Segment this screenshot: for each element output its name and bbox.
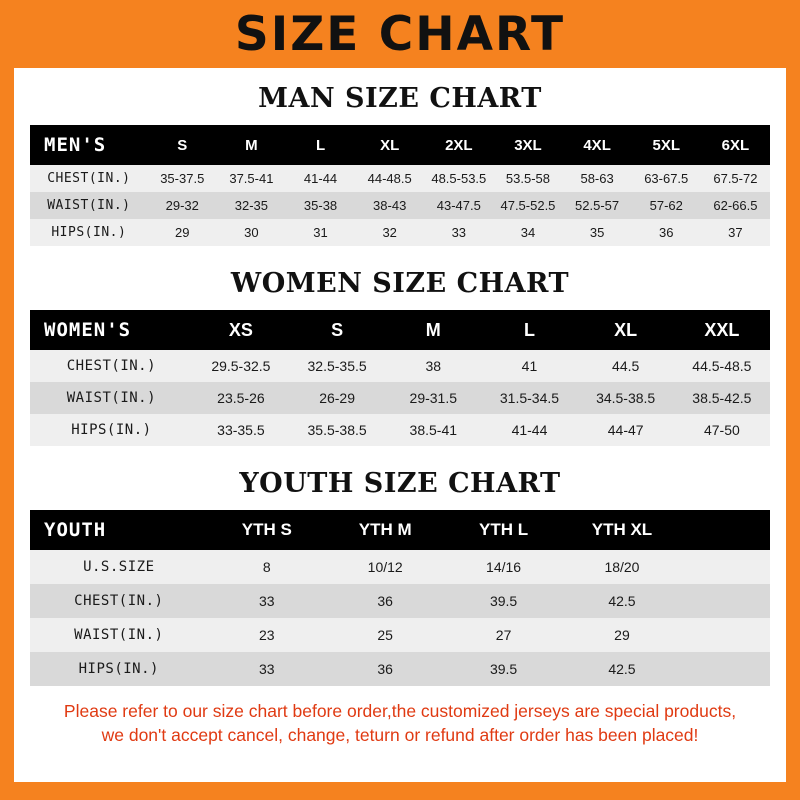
cell: 44.5-48.5 [692,358,752,374]
row-label: CHEST(IN.) [47,171,131,186]
cell: 53.5-58 [505,171,550,186]
col-header-men: MEN'S [30,125,148,165]
cell: 32 [382,225,397,240]
cell: 25 [377,627,393,643]
women-section-title: WOMEN SIZE CHART [230,268,570,299]
table-row [30,584,770,618]
row-label: CHEST(IN.) [66,358,157,374]
cell: 29-32 [165,198,199,213]
col-header-5xl: 5XL [632,125,701,165]
col-header-womens: WOMEN'S [30,310,193,350]
cell: 41 [521,358,538,374]
table-row [30,165,770,192]
table-row [30,550,770,584]
col-header-s: S [289,310,385,350]
cell: 18/20 [604,559,640,575]
table-row [30,618,770,652]
cell: 42.5 [608,593,636,609]
cell: 33-35.5 [217,422,265,438]
row-label: CHEST(IN.) [74,593,164,609]
content-area [14,68,786,782]
col-header-s: S [148,125,217,165]
cell: 38-43 [373,198,407,213]
cell: 44.5 [612,358,640,374]
col-header-4xl: 4XL [563,125,632,165]
row-label: WAIST(IN.) [66,390,157,406]
col-header-m: M [385,310,481,350]
cell: 38.5-41 [409,422,458,438]
table-row [30,192,770,219]
table-row [30,652,770,686]
cell: 35 [589,225,605,240]
cell: 57-62 [649,198,683,213]
col-header-xl: XL [355,125,424,165]
cell: 36 [659,225,674,240]
women-size-table [30,310,770,446]
cell-spacer [681,550,770,584]
col-header-6xl: 6XL [701,125,770,165]
man-section-title: MAN SIZE CHART [258,83,542,114]
cell: 38.5-42.5 [692,390,752,406]
cell: 47.5-52.5 [500,198,556,213]
cell: 38 [425,358,442,374]
row-label: HIPS(IN.) [51,225,127,240]
cell: 44-48.5 [367,171,412,186]
cell: 30 [244,225,259,240]
table-header-row [30,510,770,550]
cell: 33 [259,661,275,677]
cell: 62-66.5 [713,198,758,213]
cell: 35.5-38.5 [307,422,367,438]
col-header-m: M [217,125,286,165]
row-label: WAIST(IN.) [47,198,131,213]
cell: 35-38 [303,198,338,213]
cell-spacer [681,652,770,686]
col-header-xxl: XXL [674,310,770,350]
cell: 32-35 [234,198,269,213]
cell: 29 [614,627,630,643]
table-row [30,350,770,382]
col-header-yth-l: YTH L [444,510,562,550]
col-header-xs: XS [193,310,289,350]
cell: 26-29 [319,390,355,406]
row-label: HIPS(IN.) [78,661,159,677]
row-label: U.S.SIZE [83,559,155,575]
cell: 31 [313,225,328,240]
note-line-1: Please refer to our size chart before order,the customized jerseys are special products, [63,701,737,721]
cell: 39.5 [489,593,518,609]
cell-spacer [681,618,770,652]
table-row [30,382,770,414]
col-header-spacer [681,510,770,550]
table-header-row [30,125,770,165]
cell: 29-31.5 [409,390,458,406]
cell: 23 [259,627,275,643]
cell: 35-37.5 [160,171,205,186]
row-label: WAIST(IN.) [74,627,164,643]
cell: 23.5-26 [217,390,265,406]
col-header-yth-s: YTH S [208,510,326,550]
cell: 37.5-41 [229,171,274,186]
cell: 41-44 [303,171,338,186]
cell: 41-44 [511,422,548,438]
table-row [30,219,770,246]
cell: 31.5-34.5 [499,390,560,406]
cell: 48.5-53.5 [431,171,487,186]
cell-spacer [681,584,770,618]
page-title: SIZE CHART [234,6,566,62]
cell: 36 [377,593,393,609]
table-row [30,414,770,446]
youth-section-title: YOUTH SIZE CHART [239,468,561,499]
cell: 67.5-72 [713,171,758,186]
col-header-3xl: 3XL [493,125,562,165]
cell: 29.5-32.5 [211,358,271,374]
cell: 8 [262,559,271,575]
cell: 37 [728,225,743,240]
cell: 10/12 [367,559,403,575]
col-header-2xl: 2XL [424,125,493,165]
col-header-l: L [481,310,577,350]
cell: 52.5-57 [575,198,620,213]
table-header-row [30,310,770,350]
cell: 34 [520,225,536,240]
cell: 36 [377,661,393,677]
youth-size-table [30,510,770,686]
note-line-2: we don't accept cancel, change, teturn or refund after order has been placed! [101,724,699,745]
bottom-bar [14,782,786,800]
cell: 29 [175,225,190,240]
cell: 44-47 [607,422,644,438]
cell: 42.5 [608,661,636,677]
col-header-yth-m: YTH M [326,510,444,550]
col-header-yth-xl: YTH XL [563,510,681,550]
col-header-xl: XL [578,310,674,350]
col-header-l: L [286,125,355,165]
cell: 14/16 [486,559,522,575]
row-label: HIPS(IN.) [71,422,152,438]
cell: 27 [495,627,512,643]
cell: 34.5-38.5 [596,390,656,406]
cell: 39.5 [489,661,518,677]
cell: 32.5-35.5 [307,358,367,374]
order-policy-note [30,700,770,747]
cell: 47-50 [703,422,740,438]
cell: 63-67.5 [644,171,689,186]
man-size-table [30,125,770,246]
cell: 58-63 [580,171,614,186]
cell: 33 [451,225,467,240]
banner [14,0,786,68]
cell: 43-47.5 [436,198,481,213]
cell: 33 [259,593,275,609]
col-header-youth: YOUTH [30,510,208,550]
